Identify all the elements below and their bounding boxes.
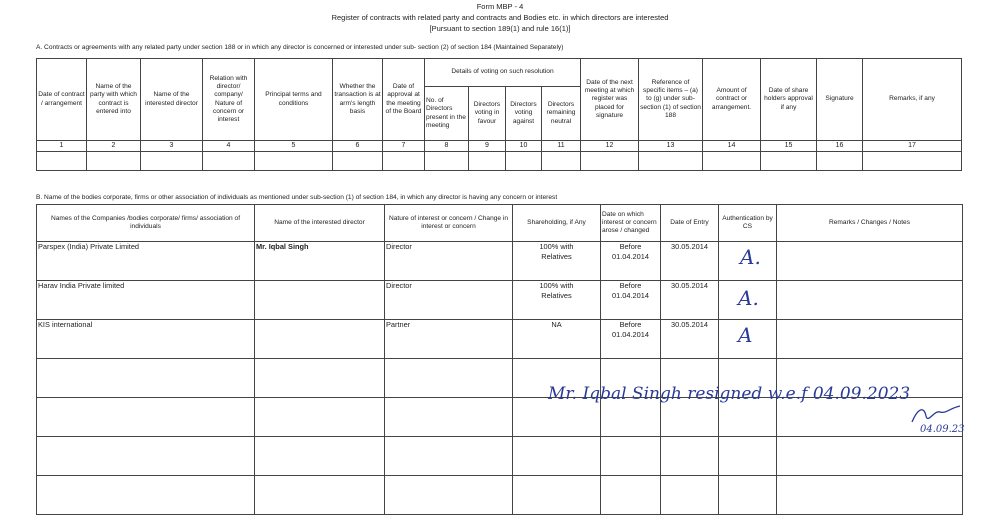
col-board-approval-date: Date of approval at the meeting of the Board — [383, 59, 425, 141]
empty-row — [37, 437, 963, 476]
nature-of-interest: Partner — [385, 320, 513, 359]
director-name — [255, 281, 385, 320]
col-amount: Amount of contract or arrangement. — [703, 59, 761, 141]
director-name: Mr. Iqbal Singh — [255, 242, 385, 281]
shareholding-cell — [513, 281, 601, 320]
col-interested-director: Name of the interested director — [141, 59, 203, 141]
column-number: 15 — [761, 141, 817, 152]
date-arose-value: 01.04.2014 — [612, 290, 649, 300]
shareholding-cell — [513, 242, 601, 281]
date-arose-cell — [601, 242, 661, 281]
cs-initials: A. — [740, 245, 761, 269]
col-date-interest-arose: Date on which interest or concern arose / changed — [601, 205, 661, 242]
cs-initials: A. — [738, 286, 759, 310]
date-of-entry: 30.05.2014 — [661, 320, 719, 359]
nature-of-interest: Director — [385, 281, 513, 320]
date-of-entry: 30.05.2014 — [661, 281, 719, 320]
section-b-heading: B. Name of the bodies corporate, firms or other association of individuals as mentioned under sub-section (1) of section 184, in which any director is having any concern or interest — [36, 194, 558, 201]
col-party-name: Name of the party with which contract is entered into — [87, 59, 141, 141]
col-remarks: Remarks, if any — [863, 59, 962, 141]
column-number: 6 — [333, 141, 383, 152]
shareholding-value: NA — [551, 320, 562, 329]
column-number: 9 — [469, 141, 506, 152]
authentication-cell — [719, 320, 777, 359]
col-remaining-neutral: Directors remaining neutral — [542, 87, 581, 141]
col-authentication: Authentication by CS — [719, 205, 777, 242]
col-nature-of-interest: Nature of interest or concern / Change in interest or concern — [385, 205, 513, 242]
form-title: Register of contracts with related party and contracts and Bodies etc. in which directors are interested — [331, 13, 669, 22]
shareholding-value: 100% with — [539, 281, 574, 290]
col-section-reference: Reference of specific items – (a) to (g) under sub-section (1) of section 188 — [639, 59, 703, 141]
date-arose-qualifier: Before — [619, 242, 642, 251]
remarks-cell — [777, 320, 963, 359]
date-of-entry: 30.05.2014 — [661, 242, 719, 281]
col-arms-length: Whether the transaction is at arm's length basis — [333, 59, 383, 141]
shareholding-value: 100% with — [539, 242, 574, 251]
shareholding-qualifier: Relatives — [541, 251, 572, 261]
col-company-name: Names of the Companies /bodies corporate/ firms/ association of individuals — [37, 205, 255, 242]
col-relation: Relation with director/ company/ Nature of concern or interest — [203, 59, 255, 141]
col-voting-details-group: Details of voting on such resolution — [425, 59, 581, 87]
col-shareholder-approval: Date of share holders approval if any — [761, 59, 817, 141]
column-number: 2 — [87, 141, 141, 152]
column-number: 12 — [581, 141, 639, 152]
col-next-meeting-date: Date of the next meeting at which register was placed for signature — [581, 59, 639, 141]
shareholding-qualifier: Relatives — [541, 290, 572, 300]
shareholding-cell — [513, 320, 601, 359]
handwritten-resignation-note: Mr. Iqbal Singh resigned w.e.f 04.09.2023 — [548, 384, 911, 404]
section-a-heading: A. Contracts or agreements with any related party under section 188 or in which any director is concerned or interested under sub- section (2) of section 184 (Maintained Separately) — [36, 44, 564, 51]
company-name: Harav India Private limited — [37, 281, 255, 320]
form-subtitle: [Pursuant to section 189(1) and rule 16(1)] — [429, 24, 571, 33]
date-arose-qualifier: Before — [619, 320, 642, 329]
column-number: 7 — [383, 141, 425, 152]
date-arose-cell — [601, 320, 661, 359]
col-shareholding: Shareholding, if Any — [513, 205, 601, 242]
table-row — [37, 320, 963, 359]
col-voting-against: Directors voting against — [506, 87, 542, 141]
date-arose-value: 01.04.2014 — [612, 251, 649, 261]
form-number: Form MBP - 4 — [476, 2, 524, 11]
empty-row — [37, 476, 963, 515]
company-name: KIS international — [37, 320, 255, 359]
date-arose-cell — [601, 281, 661, 320]
cs-initials: A — [738, 323, 753, 347]
column-number: 10 — [506, 141, 542, 152]
column-number: 14 — [703, 141, 761, 152]
date-arose-value: 01.04.2014 — [612, 329, 649, 339]
col-directors-present: No. of Directors present in the meeting — [425, 87, 469, 141]
empty-row — [37, 152, 962, 171]
remarks-cell — [777, 242, 963, 281]
col-voting-favour: Directors voting in favour — [469, 87, 506, 141]
authentication-cell — [719, 281, 777, 320]
handwritten-date: 04.09.23 — [920, 424, 965, 435]
col-interested-director: Name of the interested director — [255, 205, 385, 242]
table-row — [37, 242, 963, 281]
director-name — [255, 320, 385, 359]
section-a-table — [36, 58, 962, 171]
column-number: 8 — [425, 141, 469, 152]
remarks-cell — [777, 281, 963, 320]
column-number: 16 — [817, 141, 863, 152]
column-number: 4 — [203, 141, 255, 152]
col-date-of-contract: Date of contract / arrangement — [37, 59, 87, 141]
authentication-cell — [719, 242, 777, 281]
col-signature: Signature — [817, 59, 863, 141]
col-date-of-entry: Date of Entry — [661, 205, 719, 242]
column-number: 3 — [141, 141, 203, 152]
col-principal-terms: Principal terms and conditions — [255, 59, 333, 141]
column-number: 1 — [37, 141, 87, 152]
column-number: 5 — [255, 141, 333, 152]
table-row — [37, 281, 963, 320]
company-name: Parspex (India) Private Limited — [37, 242, 255, 281]
col-remarks-notes: Remarks / Changes / Notes — [777, 205, 963, 242]
column-number: 17 — [863, 141, 962, 152]
section-b-table — [36, 204, 963, 515]
nature-of-interest: Director — [385, 242, 513, 281]
column-number: 11 — [542, 141, 581, 152]
date-arose-qualifier: Before — [619, 281, 642, 290]
column-number: 13 — [639, 141, 703, 152]
